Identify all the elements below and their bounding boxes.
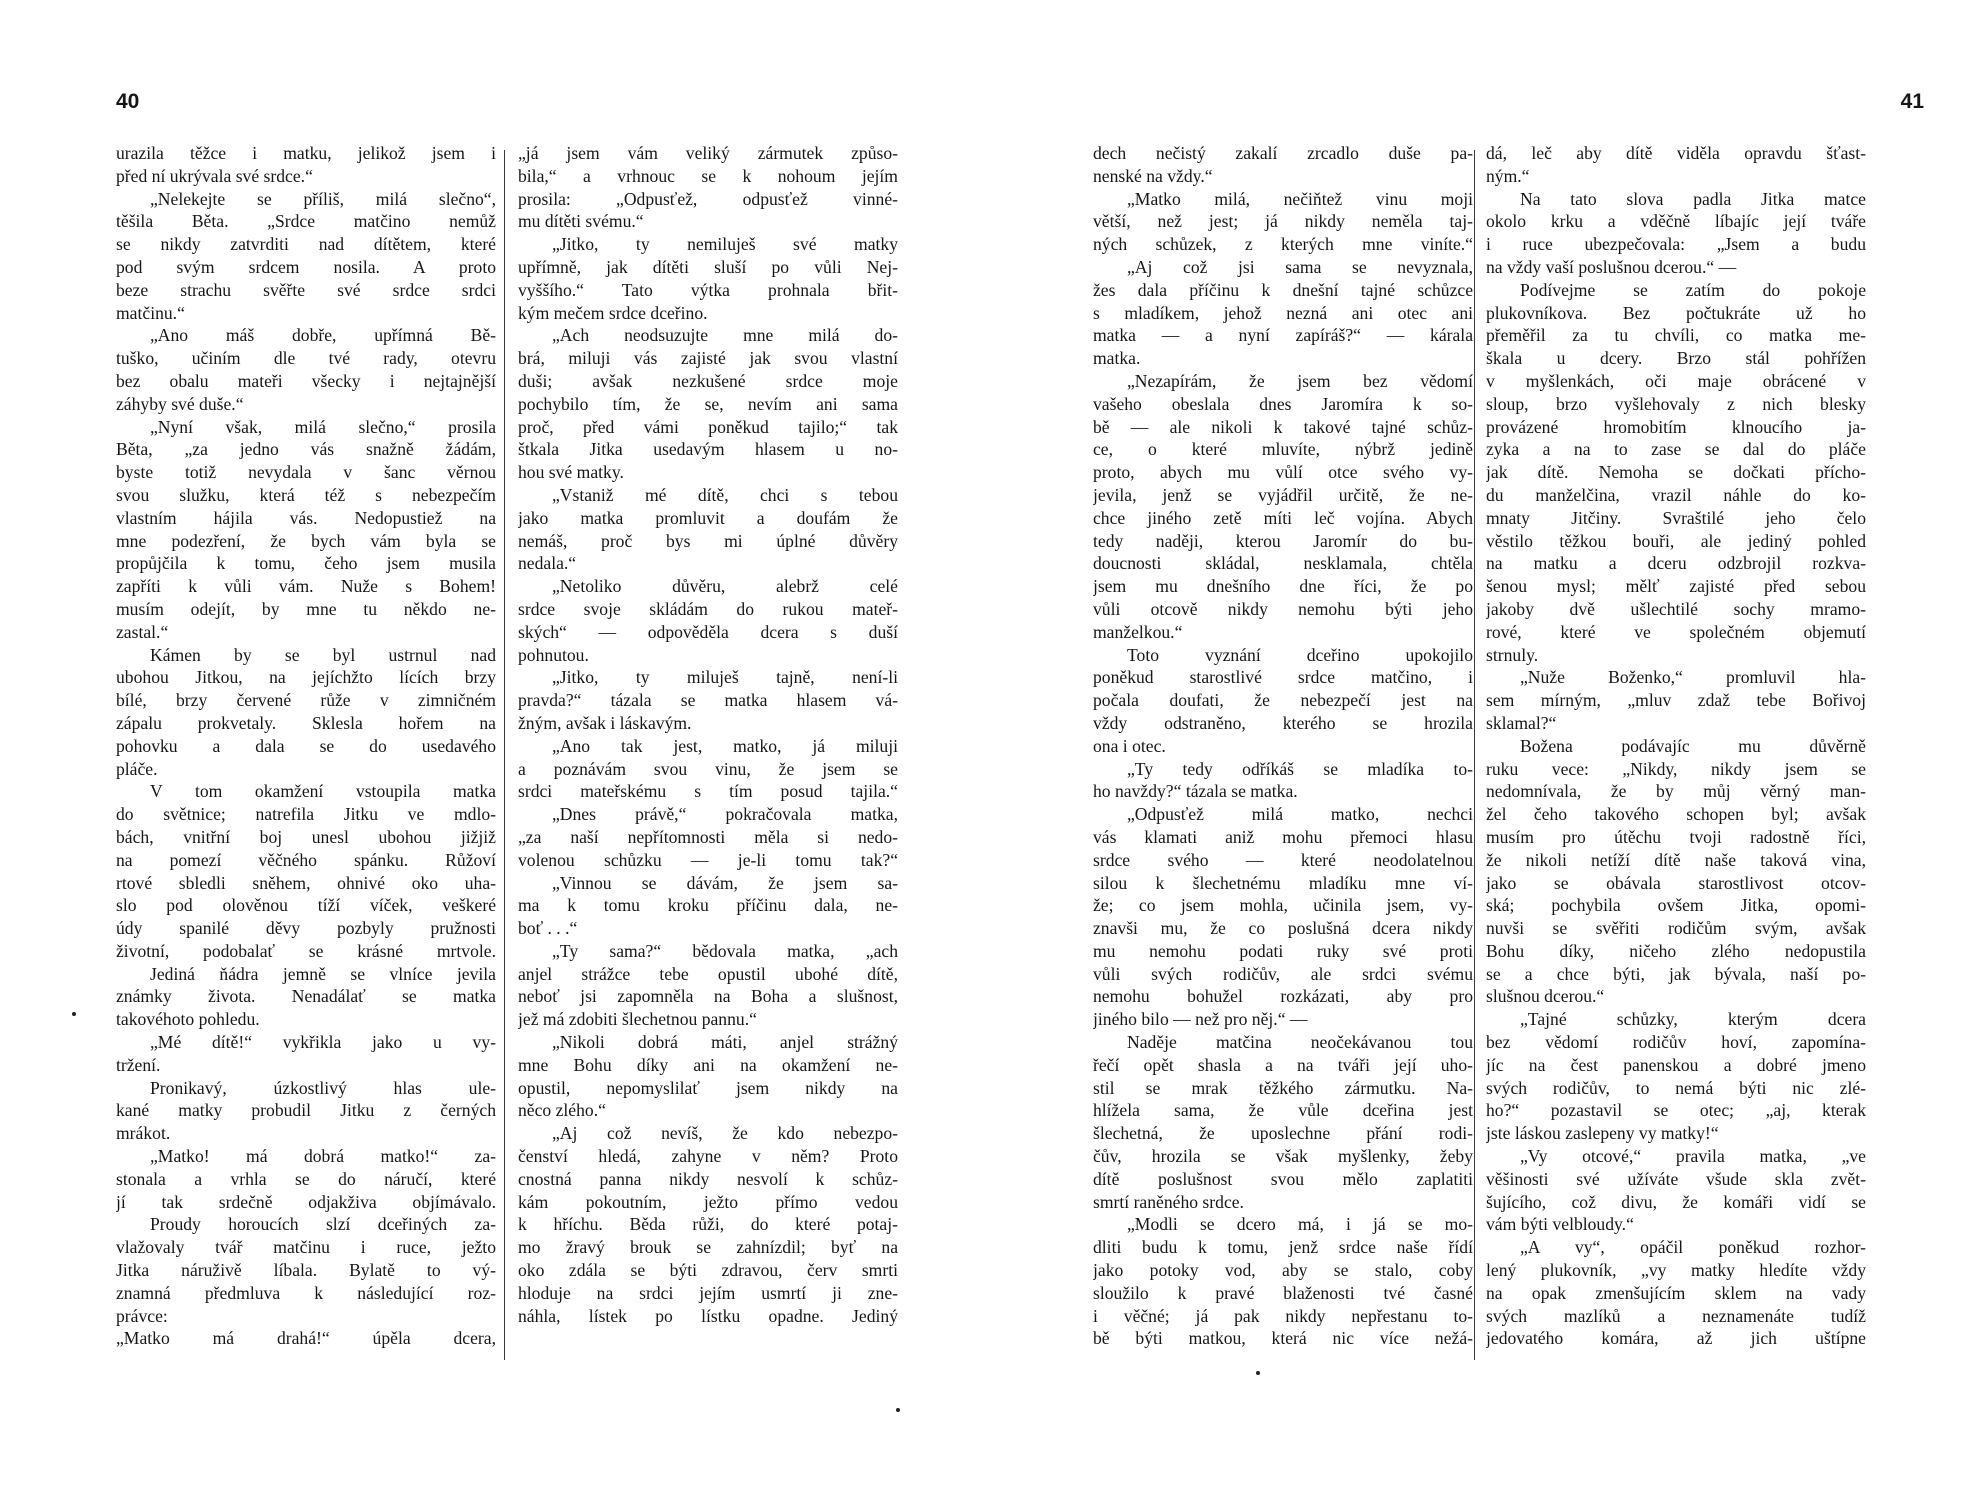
text-line: šlechetná, že uposlechne přání rodi-: [1093, 1123, 1473, 1144]
text-line: svých mazlíků a neznamenáte tudíž: [1486, 1305, 1866, 1326]
text-line: i věčné; já pak nikdy nepřestanu to-: [1093, 1305, 1473, 1326]
text-line: ho navždy?“ tázala se matka.: [1093, 781, 1298, 802]
text-line: „Nuže Boženko,“ promluvil hla-: [1520, 667, 1866, 688]
text-line: zapříti k vůli vám. Nuže s Bohem!: [116, 576, 496, 597]
text-line: Na tato slova padla Jitka matce: [1520, 188, 1866, 209]
text-line: okolo krku a vděčně líbajíc její tváře: [1486, 211, 1866, 232]
text-line: ruku vece: „Nikdy, nikdy jsem se: [1486, 758, 1866, 779]
text-line: Božena podávajíc mu důvěrně: [1520, 735, 1866, 756]
text-line: „Nelekejte se příliš, milá slečno“,: [150, 188, 496, 209]
text-line: záhyby své duše.“: [116, 393, 244, 414]
text-line: právce:: [116, 1305, 168, 1326]
text-line: životní, podobalať se krásné mrtvole.: [116, 940, 496, 961]
text-line: „Ach neodsuzujte mne milá do-: [552, 325, 898, 346]
text-line: „A vy“, opáčil poněkud rozhor-: [1520, 1237, 1866, 1258]
text-line: tuško, učiním dle tvé rady, otevru: [116, 348, 496, 369]
text-line: v myšlenkách, oči maje obrácené v: [1486, 370, 1866, 391]
text-line: přeměřil za tu chvíli, co matka me-: [1486, 325, 1866, 346]
text-line: štkala Jitka usedavým hlasem u no-: [518, 439, 898, 460]
text-line: „Nyní však, milá slečno,“ prosila: [150, 416, 496, 437]
text-line: „Ty tedy odříkáš se mladíka to-: [1127, 758, 1473, 779]
text-line: srdci mateřskému s tím posud tajila.“: [518, 781, 898, 802]
text-line: se nikdy zatvrditi nad dítětem, které: [116, 234, 496, 255]
text-line: žným, avšak i láskavým.: [518, 712, 692, 733]
text-line: mne podezření, že bych vám byla se: [116, 530, 496, 551]
page-number: 40: [116, 90, 140, 113]
text-line: před ní ukrývala své srdce.“: [116, 165, 313, 186]
text-line: vůli svých rodičův, ale srdci svému: [1093, 963, 1473, 984]
text-line: srdce svého — které neodolatelnou: [1093, 849, 1473, 870]
text-line: bě — ale nikoli k takové tajné schůz-: [1093, 416, 1473, 437]
text-line: Kámen by se byl ustrnul nad: [150, 644, 496, 665]
text-line: bez vědomí rodičův hoví, zapomína-: [1486, 1032, 1866, 1053]
text-line: „Ano máš dobře, upřímná Bě-: [150, 325, 496, 346]
text-line: známky života. Nenadálať se matka: [116, 986, 496, 1007]
text-line: „Netoliko důvěru, alebrž celé: [552, 576, 898, 597]
text-line: jíc na čest panenskou a dobré jmeno: [1486, 1054, 1866, 1075]
text-line: cnostná panna nikdy nesvolí k schůz-: [518, 1168, 898, 1189]
text-line: „Jitko, ty miluješ tajně, není-li: [552, 667, 898, 688]
text-line: manželkou.“: [1093, 621, 1183, 642]
text-line: jevila, jenž se vyjádřil určitě, že ne-: [1093, 484, 1473, 505]
text-line: rové, které ve společném objemutí: [1486, 621, 1866, 642]
text-line: pláče.: [116, 758, 158, 779]
text-line: pohovku a dala se do usedavého: [116, 735, 496, 756]
text-line: propůjčila k tomu, čeho jsem musila: [116, 553, 496, 574]
text-line: dá, leč aby dítě viděla opravdu šťast-: [1486, 143, 1866, 163]
text-line: vašeho obeslala dnes Jaromíra k so-: [1093, 393, 1473, 414]
text-line: žel čeho takového schopen byl; avšak: [1486, 804, 1866, 825]
text-line: údy spanilé děvy pozbyly pružnosti: [116, 918, 496, 939]
text-line: jste láskou zaslepeny vy matky!“: [1486, 1123, 1719, 1144]
text-line: znamná předmluva k následující roz-: [116, 1282, 496, 1303]
text-line: kám pokoutním, ježto přímo vedou: [518, 1191, 898, 1212]
text-line: „Ano tak jest, matko, já miluji: [552, 735, 898, 756]
text-line: nedomnívala, že by můj věrný man-: [1486, 781, 1866, 802]
text-line: šenou mysl; mělť zajisté před sebou: [1486, 576, 1866, 597]
text-line: dítě poslušnost svou mělo zaplatiti: [1093, 1168, 1473, 1189]
text-line: jak dítě. Nemoha se dočkati přícho-: [1486, 462, 1866, 483]
text-line: se a chce býti, jak bývala, naší po-: [1486, 963, 1866, 984]
text-line: řečí opět shasla a na tváři její uho-: [1093, 1054, 1473, 1075]
text-line: strnuly.: [1486, 644, 1539, 665]
text-line: zastal.“: [116, 621, 169, 642]
text-line: čenství hledá, zahyne v něm? Proto: [518, 1146, 898, 1167]
text-column: [1486, 142, 1866, 1350]
text-line: jako potoky vod, aby se stalo, coby: [1093, 1260, 1473, 1281]
text-line: slo pod olověnou tíží víček, veškeré: [116, 895, 496, 916]
text-line: vlastním hájila vás. Nedopustiež na: [116, 507, 496, 528]
text-line: sloužilo k pravé blaženosti tvé časné: [1093, 1282, 1473, 1303]
text-line: pod svým srdcem nosila. A proto: [116, 256, 496, 277]
text-line: bila,“ a vrhnouc se k nohoum jejím: [518, 165, 898, 186]
text-line: Podívejme se zatím do pokoje: [1520, 279, 1866, 300]
text-line: „Jitko, ty nemiluješ své matky: [552, 234, 898, 255]
text-line: „Mé dítě!“ vykřikla jako u vy-: [150, 1032, 496, 1053]
text-line: ská; pochybila ovšem Jitka, opomi-: [1486, 895, 1866, 916]
text-line: stonala a vrhla se do náručí, které: [116, 1168, 496, 1189]
text-line: „Aj což jsi sama se nevyznala,: [1127, 256, 1473, 277]
text-line: nemáš, proč bys mi úplné důvěry: [518, 530, 898, 551]
text-line: „Matko! má dobrá matko!“ za-: [150, 1146, 496, 1167]
text-line: nemohu bohužel rozkázati, aby pro: [1093, 986, 1473, 1007]
text-line: upřímně, jak dítěti sluší po vůli Nej-: [518, 256, 898, 277]
text-line: vůli otcově nikdy nemohu býti jeho: [1093, 598, 1473, 619]
text-line: jí tak srdečně odjakživa objímávalo.: [116, 1191, 496, 1212]
text-line: ských“ — odpověděla dcera s duší: [518, 621, 898, 642]
text-column: [518, 142, 898, 1327]
text-line: ona i otec.: [1093, 735, 1166, 756]
text-line: mrákot.: [116, 1123, 171, 1144]
text-line: „Ty sama?“ bědovala matka, „ach: [552, 940, 898, 961]
text-line: věstilo těžkou bouři, ale jediný pohled: [1486, 530, 1866, 551]
text-line: mo žravý brouk se zahnízdil; byť na: [518, 1237, 898, 1258]
text-line: něco zlého.“: [518, 1100, 606, 1121]
text-line: na vždy vaší poslušnou dcerou.“ —: [1486, 256, 1737, 277]
text-line: bez obalu mateři všecky i nejtajnější: [116, 370, 496, 391]
text-line: „Matko má drahá!“ úpěla dcera,: [116, 1328, 496, 1349]
text-line: „já jsem vám veliký zármutek způso-: [518, 143, 898, 163]
text-line: smrtí raněného srdce.: [1093, 1191, 1244, 1212]
text-line: jako se obávala starostlivost otcov-: [1486, 872, 1866, 893]
text-line: „Nikoli dobrá máti, anjel strážný: [552, 1032, 898, 1053]
text-line: jakoby dvě ušlechtilé sochy mramo-: [1486, 598, 1866, 619]
text-line: k hříchu. Běda růži, do které potaj-: [518, 1214, 898, 1235]
text-line: zyka a na to zase se dal do pláče: [1486, 439, 1866, 460]
text-line: sklamal?“: [1486, 712, 1557, 733]
text-line: „Matko milá, nečiňtež vinu moji: [1127, 188, 1473, 209]
text-line: ho?“ pozastavil se otec; „aj, kterak: [1486, 1100, 1866, 1121]
text-line: dliti budu k tomu, jenž srdce naše řídí: [1093, 1237, 1473, 1258]
text-line: silou k šlechetnému mladíku mne ví-: [1093, 872, 1473, 893]
text-line: matka.: [1093, 348, 1141, 369]
text-line: větší, než jest; já nikdy neměla taj-: [1093, 211, 1473, 232]
text-line: opustil, nepomyslilať jsem nikdy na: [518, 1077, 898, 1098]
text-line: čův, hrozila se však myšlenky, žeby: [1093, 1146, 1473, 1167]
text-line: Bohu díky, ničeho zlého nedopustila: [1486, 940, 1866, 961]
text-line: volenou schůzku — je-li tomu tak?“: [518, 849, 898, 870]
text-line: i ruce ubezpečovala: „Jsem a budu: [1486, 234, 1866, 255]
text-line: prosila: „Odpusťež, odpusťež vinné-: [518, 188, 898, 209]
text-line: stil se mrak těžkého zármutku. Na-: [1093, 1077, 1473, 1098]
print-speck: [1256, 1371, 1260, 1375]
text-line: bách, vnitřní boj unesl ubohou jižjiž: [116, 826, 496, 847]
text-line: doucnosti skládal, nesklamala, chtěla: [1093, 553, 1473, 574]
text-line: vyššího.“ Tato výtka prohnala břit-: [518, 279, 898, 300]
text-line: Naděje matčina neočekávanou tou: [1127, 1032, 1473, 1053]
text-line: vždy odstraněno, kterého se hrozila: [1093, 712, 1473, 733]
text-line: bílé, brzy červené růže v zimničném: [116, 690, 496, 711]
text-line: „Dnes právě,“ pokračovala matka,: [552, 804, 898, 825]
text-line: proč, před vámi poněkud tajilo;“ tak: [518, 416, 898, 437]
column-divider: [504, 150, 505, 1360]
text-line: mnaty Jitčiny. Svraštilé jeho čelo: [1486, 507, 1866, 528]
text-line: musím pro útěchu tvoji radostně říci,: [1486, 826, 1866, 847]
text-line: urazila těžce i matku, jelikož jsem i: [116, 143, 496, 163]
text-line: dech nečistý zakalí zrcadlo duše pa-: [1093, 143, 1473, 163]
text-line: ma k tomu kroku příčinu dala, ne-: [518, 895, 898, 916]
right-page: [981, 0, 1962, 1500]
text-line: V tom okamžení vstoupila matka: [150, 781, 496, 802]
text-line: jedovatého komára, až jich uštípne: [1486, 1328, 1866, 1349]
text-line: škala u dcery. Brzo stál pohřížen: [1486, 348, 1866, 369]
text-line: boť . . .“: [518, 918, 578, 939]
text-line: Pronikavý, úzkostlivý hlas ule-: [150, 1077, 496, 1098]
text-line: „za naší nepřítomnosti měla si nedo-: [518, 826, 898, 847]
text-line: duši; avšak nezkušené srdce moje: [518, 370, 898, 391]
text-line: brá, miluji vás zajisté jak svou vlastní: [518, 348, 898, 369]
text-line: svou služku, která též s nebezpečím: [116, 484, 496, 505]
text-line: a poznávám svou vinu, že jsem se: [518, 758, 898, 779]
text-line: svých rodičův, to nemá býti nic zlé-: [1486, 1077, 1866, 1098]
text-line: na matku a dceru odzbrojil rozkva-: [1486, 553, 1866, 574]
text-line: plukovníkova. Bez počtukráte už ho: [1486, 302, 1866, 323]
page-number: 41: [1900, 90, 1924, 113]
text-column: [116, 142, 496, 1350]
print-speck: [896, 1408, 900, 1412]
text-line: zápalu prokvetaly. Sklesla hořem na: [116, 712, 496, 733]
text-line: „Vinnou se dávám, že jsem sa-: [552, 872, 898, 893]
text-line: matka — a nyní zapíráš?“ — kárala: [1093, 325, 1473, 346]
text-line: vás klamati aniž mohu přemoci hlasu: [1093, 826, 1473, 847]
text-line: rtové sbledli sněhem, ohnivé oko uha-: [116, 872, 496, 893]
print-speck: [72, 1012, 76, 1016]
text-line: šujícího, což divu, že komáři vidí se: [1486, 1191, 1866, 1212]
text-line: Jitka náruživě líbala. Bylatě to vý-: [116, 1260, 496, 1281]
text-line: „Tajné schůzky, kterým dcera: [1520, 1009, 1866, 1030]
text-line: že nikoli netíží dítě naše taková vina,: [1486, 849, 1866, 870]
text-line: Proudy horoucích slzí dceřiných za-: [150, 1214, 496, 1235]
text-line: vám býti velbloudy.“: [1486, 1214, 1634, 1235]
text-line: počala doufati, že nebezpečí jest na: [1093, 690, 1473, 711]
text-line: pohnutou.: [518, 644, 589, 665]
text-column: [1093, 142, 1473, 1350]
text-line: vlažovaly tvář matčinu i ruce, ježto: [116, 1237, 496, 1258]
text-line: žes dala příčinu k dnešní tajné schůzce: [1093, 279, 1473, 300]
text-line: znavši mu, že co poslušná dcera nikdy: [1093, 918, 1473, 939]
text-line: pravda?“ tázala se matka hlasem vá-: [518, 690, 898, 711]
text-line: lený plukovník, „vy matky hledíte vždy: [1486, 1260, 1866, 1281]
text-line: kým mečem srdce dceřino.: [518, 302, 708, 323]
text-line: „Vy otcové,“ pravila matka, „ve: [1520, 1146, 1866, 1167]
text-line: „Nezapírám, že jsem bez vědomí: [1127, 370, 1473, 391]
text-line: nenské na vždy.“: [1093, 165, 1213, 186]
text-line: na pomezí věčného spánku. Růžoví: [116, 849, 496, 870]
text-line: hloduje na srdci jejím usmrtí ji zne-: [518, 1282, 898, 1303]
text-line: náhla, lístek po lístku opadne. Jediný: [518, 1305, 898, 1326]
text-line: Jediná ňádra jemně se vlníce jevila: [150, 963, 496, 984]
text-line: musím odejít, by mne tu někdo ne-: [116, 598, 496, 619]
text-line: provázené hromobitím klnoucího ja-: [1486, 416, 1866, 437]
text-line: kané matky probudil Jitku z černých: [116, 1100, 496, 1121]
text-line: mu nemohu podati ruky své proti: [1093, 940, 1473, 961]
text-line: hlížela sama, že vůle dceřina jest: [1093, 1100, 1473, 1121]
text-line: Toto vyznání dceřino upokojilo: [1127, 644, 1473, 665]
text-line: na opak zmenšujícím sklem na vady: [1486, 1282, 1866, 1303]
text-line: „Aj což nevíš, že kdo nebezpo-: [552, 1123, 898, 1144]
text-line: neboť jsi zapomněla na Boha a slušnost,: [518, 986, 898, 1007]
text-line: proto, abych mu vůlí otce svého vy-: [1093, 462, 1473, 483]
text-line: matčinu.“: [116, 302, 185, 323]
text-line: nuvši se svěřiti rodičům svým, avšak: [1486, 918, 1866, 939]
text-line: bě býti matkou, která nic více nežá-: [1093, 1328, 1473, 1349]
text-line: pochybilo tím, že se, nevím ani sama: [518, 393, 898, 414]
text-line: takovéhoto pohledu.: [116, 1009, 260, 1030]
text-line: mne Bohu díky ani na okamžení ne-: [518, 1054, 898, 1075]
text-line: do světnice; natrefila Jitku ve mdlo-: [116, 804, 496, 825]
text-line: s mladíkem, jehož nezná ani otec ani: [1093, 302, 1473, 323]
text-line: jako matka promluvit a doufám že: [518, 507, 898, 528]
text-line: jež má zdobiti šlechetnou pannu.“: [518, 1009, 757, 1030]
text-line: „Vstaniž mé dítě, chci s tebou: [552, 484, 898, 505]
text-line: beze strachu svěřte své srdce srdci: [116, 279, 496, 300]
text-line: ubohou Jitkou, na jejíchžto lících brzy: [116, 667, 496, 688]
text-line: ce, o které mluvíte, nýbrž jedině: [1093, 439, 1473, 460]
text-line: chce jiného zetě míti leč vojína. Abych: [1093, 507, 1473, 528]
text-line: slušnou dcerou.“: [1486, 986, 1605, 1007]
text-line: hou své matky.: [518, 462, 624, 483]
text-line: „Odpusťež milá matko, nechci: [1127, 804, 1473, 825]
text-line: těšila Běta. „Srdce matčino nemůž: [116, 211, 496, 232]
text-line: ných schůzek, z kterých mne viníte.“: [1093, 234, 1473, 255]
text-line: jiného bilo — než pro něj.“ —: [1093, 1009, 1308, 1030]
text-line: jsem mu dnešního dne říci, že po: [1093, 576, 1473, 597]
text-line: „Modli se dcero má, i já se mo-: [1127, 1214, 1473, 1235]
text-line: věšinosti své užíváte všude skla zvět-: [1486, 1168, 1866, 1189]
text-line: mu dítěti svému.“: [518, 211, 644, 232]
text-line: sem mírným, „mluv zdaž tebe Bořivoj: [1486, 690, 1866, 711]
text-line: ným.“: [1486, 165, 1530, 186]
text-line: byste totiž nevydala v šanc věrnou: [116, 462, 496, 483]
text-line: oko zdála se býti zdravou, červ smrti: [518, 1260, 898, 1281]
text-line: tedy naději, kterou Jaromír do bu-: [1093, 530, 1473, 551]
text-line: sloup, brzo vyšlehovaly z nich blesky: [1486, 393, 1866, 414]
text-line: nedala.“: [518, 553, 577, 574]
text-line: Běta, „za jedno vás snažně žádám,: [116, 439, 496, 460]
text-line: anjel strážce tebe opustil ubohé dítě,: [518, 963, 898, 984]
text-line: tržení.: [116, 1054, 161, 1075]
text-line: du manželčina, vrazil náhle do ko-: [1486, 484, 1866, 505]
column-divider: [1474, 150, 1475, 1360]
text-line: že; co jsem mohla, učinila jsem, vy-: [1093, 895, 1473, 916]
text-line: srdce svoje skládám do rukou mateř-: [518, 598, 898, 619]
text-line: poněkud starostlivé srdce matčino, i: [1093, 667, 1473, 688]
